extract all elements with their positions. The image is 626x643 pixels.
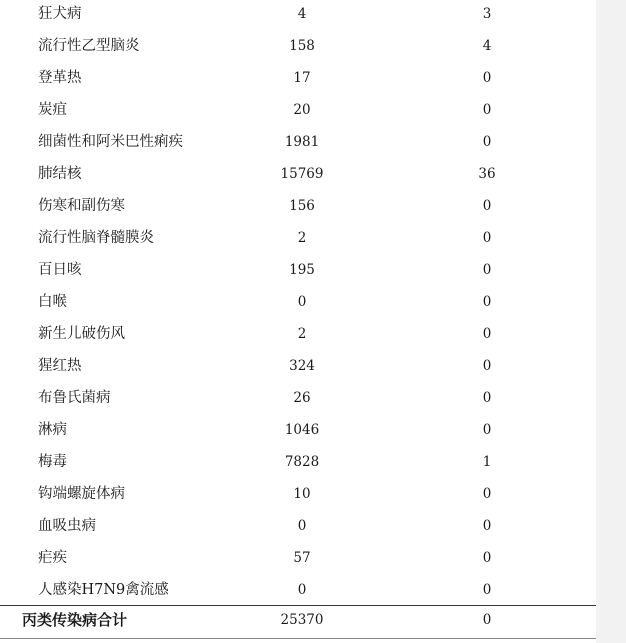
disease-name: 登革热 — [38, 70, 82, 86]
disease-name: 新生儿破伤风 — [38, 326, 125, 342]
table-row — [0, 448, 596, 480]
total-row — [0, 606, 596, 638]
table-row — [0, 192, 596, 224]
table-row — [0, 288, 596, 320]
case-count: 57 — [293, 550, 311, 566]
case-count: 4 — [297, 6, 307, 22]
case-count: 2 — [297, 326, 307, 342]
scrollbar-track[interactable] — [596, 0, 626, 643]
death-count: 0 — [482, 70, 492, 86]
table-row — [0, 64, 596, 96]
disease-name: 百日咳 — [38, 262, 82, 278]
disease-name: 伤寒和副伤寒 — [38, 198, 125, 214]
disease-name: 狂犬病 — [38, 6, 82, 22]
bottom-divider — [0, 638, 596, 639]
death-count: 0 — [482, 486, 492, 502]
table-row — [0, 96, 596, 128]
disease-name: 钩端螺旋体病 — [38, 486, 125, 502]
death-count: 0 — [482, 358, 492, 374]
case-count: 17 — [293, 70, 311, 86]
case-count: 158 — [289, 38, 315, 54]
case-count: 156 — [289, 198, 315, 214]
table-row — [0, 0, 596, 32]
disease-name: 白喉 — [38, 294, 67, 310]
case-count: 7828 — [284, 454, 320, 470]
death-count: 0 — [482, 102, 492, 118]
death-count: 0 — [482, 518, 492, 534]
case-count: 195 — [289, 262, 315, 278]
death-count: 36 — [478, 166, 496, 182]
table-row — [0, 128, 596, 160]
total-death-count: 0 — [482, 612, 492, 628]
case-count: 0 — [297, 518, 307, 534]
disease-name: 布鲁氏菌病 — [38, 390, 111, 406]
death-count: 0 — [482, 262, 492, 278]
case-count: 20 — [293, 102, 311, 118]
case-count: 324 — [289, 358, 315, 374]
disease-name: 血吸虫病 — [38, 518, 96, 534]
death-count: 4 — [482, 38, 492, 54]
case-count: 0 — [297, 294, 307, 310]
table-row — [0, 544, 596, 576]
table-row — [0, 384, 596, 416]
case-count: 2 — [297, 230, 307, 246]
disease-name: 猩红热 — [38, 358, 82, 374]
table-row — [0, 512, 596, 544]
disease-name: 肺结核 — [38, 166, 82, 182]
disease-name: 梅毒 — [38, 454, 67, 470]
case-count: 0 — [297, 582, 307, 598]
death-count: 0 — [482, 134, 492, 150]
table-row — [0, 480, 596, 512]
disease-name: 流行性乙型脑炎 — [38, 38, 140, 54]
case-count: 1981 — [284, 134, 320, 150]
table-row — [0, 224, 596, 256]
table-row — [0, 416, 596, 448]
table-row — [0, 352, 596, 384]
death-count: 3 — [482, 6, 492, 22]
case-count: 26 — [293, 390, 311, 406]
disease-name: 淋病 — [38, 422, 67, 438]
death-count: 0 — [482, 294, 492, 310]
case-count: 1046 — [284, 422, 320, 438]
table-row — [0, 576, 596, 608]
disease-name: 细菌性和阿米巴性痢疾 — [38, 134, 183, 150]
death-count: 0 — [482, 422, 492, 438]
death-count: 0 — [482, 550, 492, 566]
death-count: 0 — [482, 582, 492, 598]
death-count: 0 — [482, 326, 492, 342]
case-count: 15769 — [280, 166, 324, 182]
disease-name: 疟疾 — [38, 550, 67, 566]
table-row — [0, 256, 596, 288]
death-count: 0 — [482, 198, 492, 214]
death-count: 0 — [482, 390, 492, 406]
death-count: 0 — [482, 230, 492, 246]
table-row — [0, 160, 596, 192]
disease-name: 人感染H7N9禽流感 — [38, 582, 169, 598]
death-count: 1 — [482, 454, 492, 470]
table-row — [0, 32, 596, 64]
total-label: 丙类传染病合计 — [22, 611, 128, 629]
case-count: 10 — [293, 486, 311, 502]
total-case-count: 25370 — [280, 612, 324, 628]
table-row — [0, 320, 596, 352]
disease-name: 炭疽 — [38, 102, 67, 118]
disease-name: 流行性脑脊髓膜炎 — [38, 230, 154, 246]
